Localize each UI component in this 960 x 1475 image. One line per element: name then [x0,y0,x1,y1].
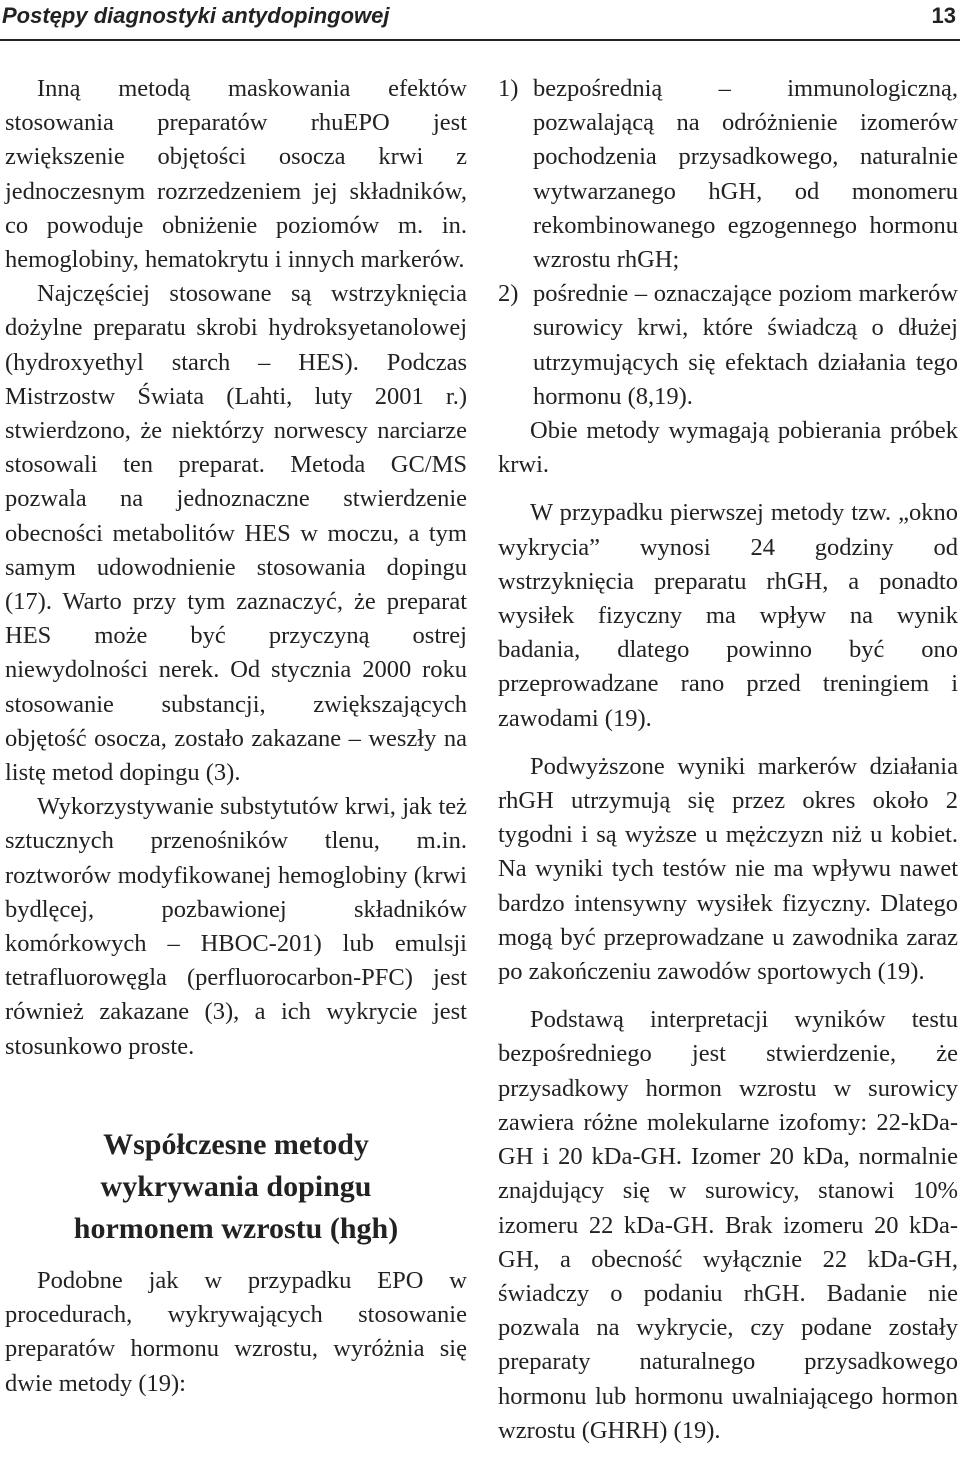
spacer [5,1250,467,1264]
page-header [0,0,960,44]
section-heading-line: Współczesne metody [103,1127,369,1161]
paragraph: Obie metody wymagają pobierania próbek krwi. [498,417,958,479]
left-column [5,72,467,1401]
running-title: Postępy diagnostyki antydopingowej [2,3,390,28]
paragraph: Podwyższone wyniki markerów działania rhGH utrzymują się przez okres około 2 tygodni i są wyższe u mężczyzn niż u kobiet. Na wyniki tych testów nie ma wpływu nawet bardzo intensywny wysiłek fizyczny. Dlatego mogą być przeprowadzane u zawodnika zaraz po zakończeniu zawodów sportowych (19). [498,752,958,986]
list-item [498,277,958,414]
method-list [498,72,958,414]
paragraph: Wykorzystywanie substytutów krwi, jak też sztucznych przenośników tlenu, m.in. roztworów modyfikowanej hemoglobiny (krwi bydlęcej, pozbawionej składników komórkowych – HBOC-201) lub emulsji tetrafluorowęgla (perfluorocarbon-PFC) jest również zakazane (3), a ich wykrycie jest stosunkowo proste. [5,793,467,1060]
paragraph: Podobne jak w przypadku EPO w procedurach, wykrywających stosowanie preparatów hormonu wzrostu, wyróżnia się dwie metody (19): [5,1266,467,1397]
section-heading-line: wykrywania dopingu [100,1169,372,1203]
paragraph: Podstawą interpretacji wyników testu bezpośredniego jest stwierdzenie, że przysadkowy hormon wzrostu w surowicy zawiera różne molekularne izofomy: 22-kDa-GH i 20 kDa-GH. Izomer 20 kDa, normalnie znajdujący się w surowicy, stanowi 10% izomeru 22 kDa-GH. Brak izomeru 20 kDa-GH, a obecność wyłącznie 22 kDa-GH, świadczy o podaniu rhGH. Badanie nie pozwala na wykrycie, czy podane zostały preparaty naturalnego przysadkowego hormonu lub hormonu uwalniającego hormon wzrostu (GHRH) (19). [498,1006,958,1444]
spacer [5,1064,467,1124]
section-heading-line: hormonem wzrostu (hgh) [73,1211,399,1245]
paragraph: Najczęściej stosowane są wstrzyknięcia dożylne preparatu skrobi hydroksyetanolowej (hydroxyethyl starch – HES). Podczas Mistrzostw Świata (Lahti, luty 2001 r.) stwierdzono, że niektórzy norwescy narciarze stosowali ten preparat. Metoda GC/MS pozwala na jednoznaczne stwierdzenie obecności metabolitów HES w moczu, a tym samym udowodnienie stosowania dopingu (17). Warto przy tym zaznaczyć, że preparat HES może być przyczyną ostrej niewydolności nerek. Od stycznia 2000 roku stosowanie substancji, zwiększających objętość osocza, zostało zakazane – weszły na listę metod dopingu (3). [5,280,467,787]
section-heading [5,1124,467,1250]
list-item-number: 2) [498,280,519,308]
paragraph: Inną metodą maskowania efektów stosowania preparatów rhuEPO jest zwiększenie objętości osocza krwi z jednoczesnym rozrzedzeniem jej składników, co powoduje obniżenie poziomów m. in. hemoglobiny, hematokrytu i innych markerów. [5,75,467,274]
page-number: 13 [931,3,956,28]
header-divider [0,39,960,41]
paragraph: W przypadku pierwszej metody tzw. „okno wykrycia” wynosi 24 godziny od wstrzyknięcia preparatu rhGH, a ponadto wysiłek fizyczny ma wpływ na wynik badania, dlatego powinno być ono przeprowadzane rano przed treningiem i zawodami (19). [498,499,958,732]
list-item-text: bezpośrednią – immunologiczną, pozwalającą na odróżnienie izomerów pochodzenia przysadkowego, naturalnie wytwarzanego hGH, od monomeru rekombinowanego egzogennego hormonu wzrostu rhGH; [533,75,958,274]
right-column [498,72,958,1448]
list-item-number: 1) [498,75,519,102]
list-item [498,72,958,277]
list-item-text: pośrednie – oznaczające poziom markerów surowicy krwi, które świadczą o dłużej utrzymujących się efektach działania tego hormonu (8,19). [533,280,958,410]
